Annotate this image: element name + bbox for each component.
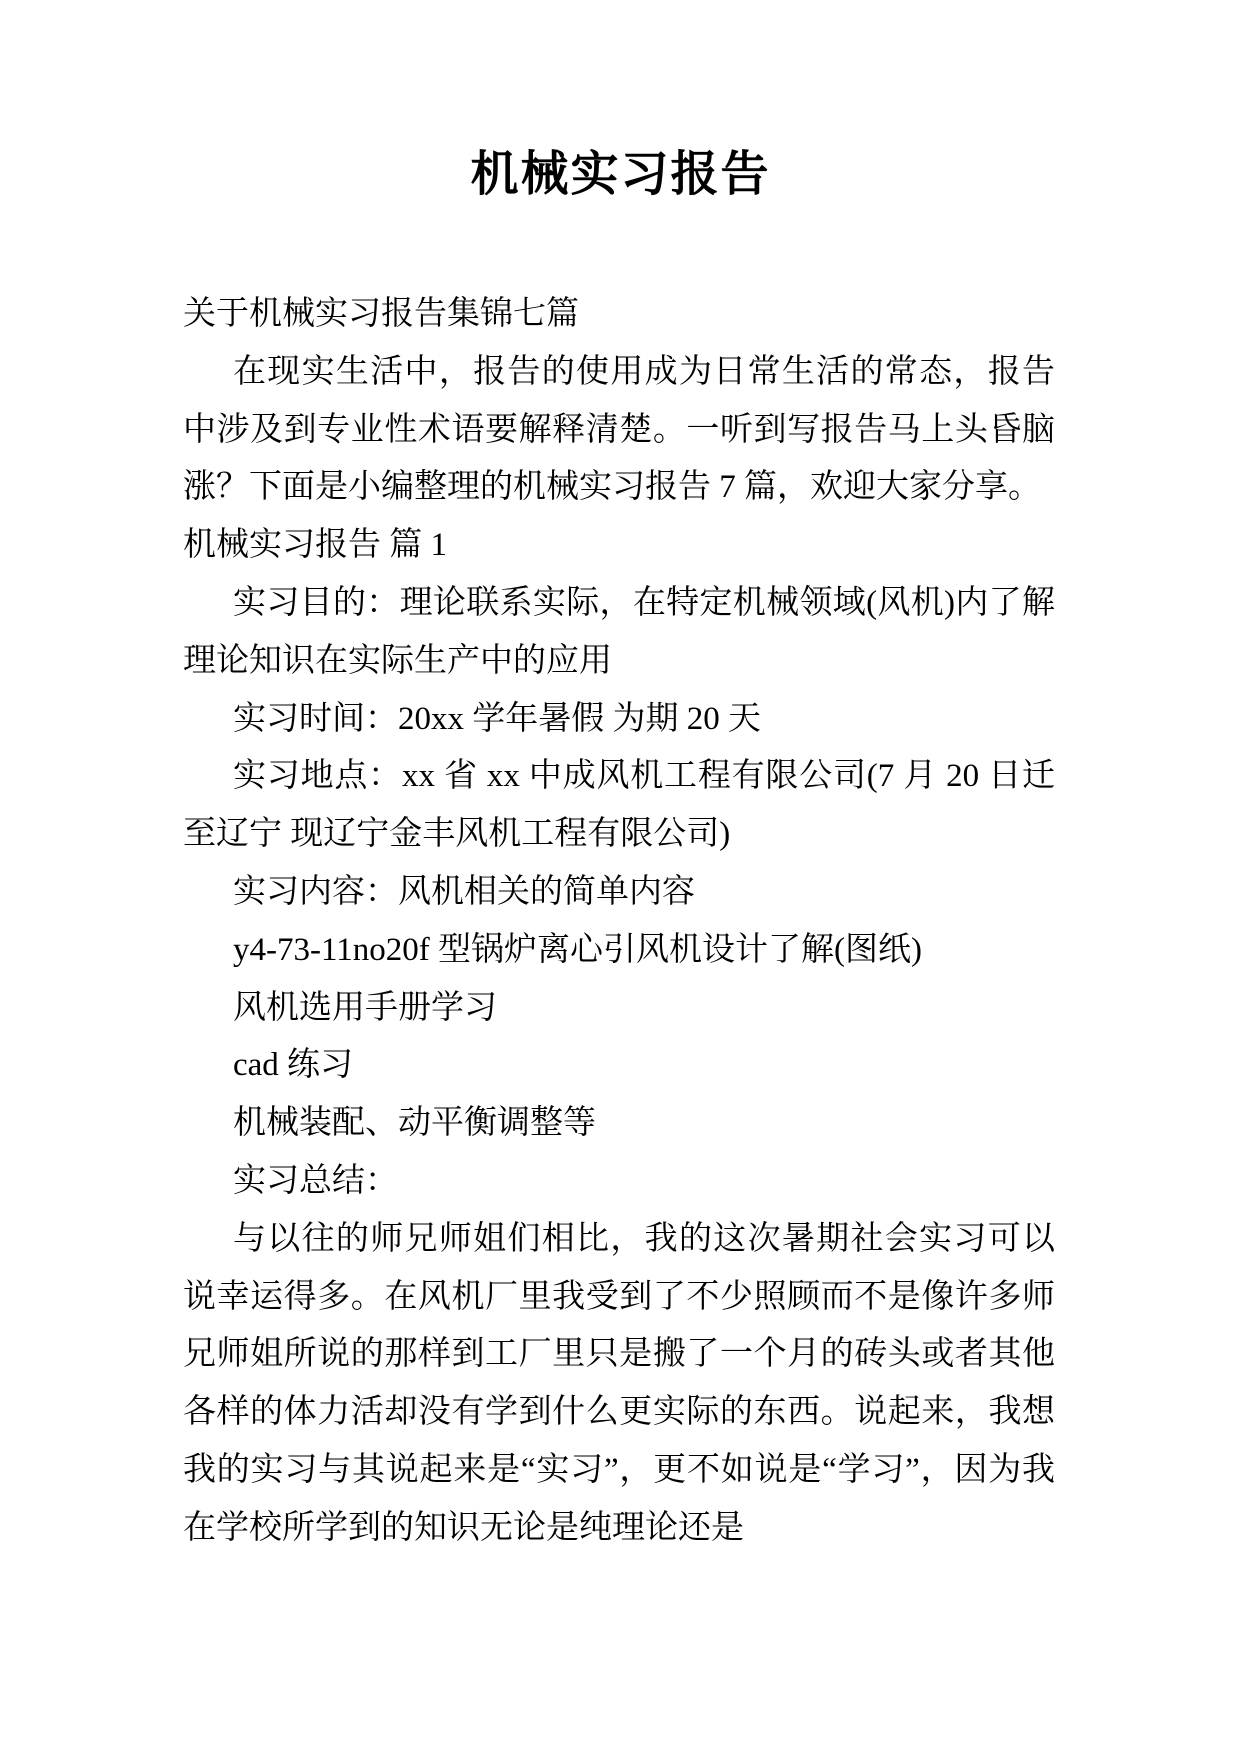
paragraph-internship-location: 实习地点：xx 省 xx 中成风机工程有限公司(7 月 20 日迁至辽宁 现辽宁金丰风机工程有限公司) [183, 758, 1055, 853]
paragraph-item-cad-practice: cad 练习 [233, 1047, 354, 1084]
document-body [183, 286, 1055, 1558]
paragraph-item-assembly-balancing: 机械装配、动平衡调整等 [233, 1105, 596, 1142]
paragraph-internship-content: 实习内容：风机相关的简单内容 [233, 873, 695, 910]
paragraph-internship-purpose: 实习目的：理论联系实际，在特定机械领域(风机)内了解理论知识在实际生产中的应用 [183, 584, 1055, 679]
document-title: 机械实习报告 [470, 148, 771, 201]
paragraph-summary-body: 与以往的师兄师姐们相比，我的这次暑期社会实习可以说幸运得多。在风机厂里我受到了不少照顾而不是像许多师兄师姐所说的那样到工厂里只是搬了一个月的砖头或者其他各样的体力活却没有学到什么更实际的东西。说起来，我想我的实习与其说起来是“实习”，更不如说是“学习”，因为我在学校所学到的知识无论是纯理论还是 [183, 1220, 1055, 1546]
paragraph-item-fan-manual: 风机选用手册学习 [233, 989, 497, 1026]
paragraph-internship-time: 实习时间：20xx 学年暑假 为期 20 天 [233, 700, 761, 737]
paragraph-section-heading-part1: 机械实习报告 篇 1 [183, 527, 447, 564]
paragraph-summary-label: 实习总结： [233, 1162, 398, 1199]
paragraph-item-fan-design: y4-73-11no20f 型锅炉离心引风机设计了解(图纸) [233, 931, 922, 968]
paragraph-introduction: 在现实生活中，报告的使用成为日常生活的常态，报告中涉及到专业性术语要解释清楚。一听到写报告马上头昏脑涨？下面是小编整理的机械实习报告 7 篇，欢迎大家分享。 [183, 353, 1055, 506]
paragraph-collection-subtitle: 关于机械实习报告集锦七篇 [183, 296, 579, 332]
